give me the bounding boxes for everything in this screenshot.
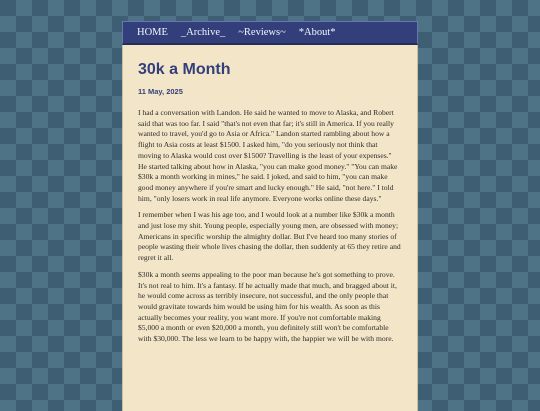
top-nav <box>122 21 418 45</box>
page-container <box>122 21 418 411</box>
post-content <box>123 61 417 345</box>
post-title: 30k a Month <box>138 61 231 78</box>
nav-home-link[interactable]: HOME <box>137 27 168 38</box>
post-paragraph-2: I remember when I was his age too, and I would look at a number like $30k a month and just lose my shit. Young people, especially young men, are obsessed with money; Americans in specific worship the almighty dollar. But I've heard too many stories of people wasting their whole lives chasing the dollar, then suddenly at 65 they retire and regret it all. <box>138 210 401 263</box>
post-paragraph-3: $30k a month seems appealing to the poor man because he's got something to prove. It's not real to him. It's a fantasy. If he actually made that much, and bragged about it, he would come across as terribly insecure, not successful, and the only people that would gravitate towards him would be using him for his wealth. As soon as this actually becomes your reality, you want more. If you're not comfortable making $5,000 a month or even $20,000 a month, you definitely still won't be comfortable with $30,000. The less we learn to be happy with, the happier we will be with more. <box>138 269 397 344</box>
nav-about-link[interactable]: *About* <box>298 27 336 38</box>
nav-reviews-link[interactable]: ~Reviews~ <box>238 27 286 38</box>
post-paragraph-1: I had a conversation with Landon. He said he wanted to move to Alaska, and Robert said that was too far. I said "that's not even that far; it's still in America. If you really wanted to travel, you'd go to Asia or Africa." Landon started rambling about how a flight to Asia costs at least $1500. I asked him, "do you seriously not think that moving to Alaska would cost over $1500? Travelling is the least of your expenses." He started talking about how in Alaska, "you can make good money." "You can make $30k a month working in mines," he said. I joked, and said to him, "you can make good money anywhere if you're smart and lucky enough." He said, "not here." I told him, "only losers work in real life anymore. Everyone works online these days." <box>138 108 398 203</box>
post-date: 11 May, 2025 <box>138 87 183 96</box>
nav-archive-link[interactable]: _Archive_ <box>180 27 226 38</box>
